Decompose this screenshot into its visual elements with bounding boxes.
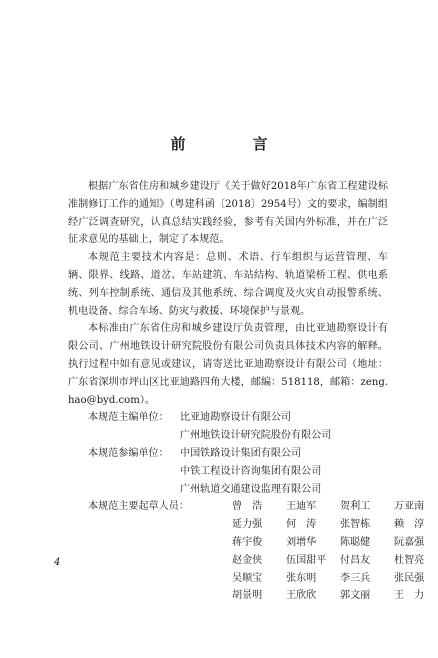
participating-unit: 中铁工程设计咨询集团有限公司 <box>180 465 322 477</box>
participating-unit: 中国铁路设计集团有限公司 <box>180 447 302 459</box>
drafters-row <box>232 552 438 570</box>
drafter-name: 张民强 <box>394 572 425 584</box>
drafter-name: 陈聪健 <box>340 536 371 548</box>
drafters-row <box>232 587 438 605</box>
drafter-name: 赖 淳 <box>394 519 425 531</box>
drafter-name: 延力强 <box>232 519 263 531</box>
drafter-name: 曾 浩 <box>232 501 263 513</box>
drafter-name: 王 力 <box>394 590 425 602</box>
drafters-names <box>232 498 438 605</box>
chief-unit: 广州地铁设计研究院股份有限公司 <box>180 430 332 442</box>
drafter-name: 张东明 <box>286 572 317 584</box>
drafter-name: 赵金侠 <box>232 554 263 566</box>
paragraph-basis: 根据广东省住房和城乡建设厅《关于做好2018年广东省工程建设标准制修订工作的通知》（粤建科函〔2018〕2954号）文的要求，编制组经广泛调查研究，认真总结实践经验，参考有关国内外标准，并在广泛征求意见的基础上，制定了本规范。 <box>68 181 388 246</box>
drafters-row <box>232 534 438 552</box>
drafters-row <box>232 516 438 534</box>
drafters-row <box>232 570 438 588</box>
participating-unit: 广州轨道交通建设监理有限公司 <box>180 483 322 495</box>
drafter-name: 蒋宇俊 <box>232 536 263 548</box>
drafters-row <box>232 498 438 516</box>
participating-units-row-1 <box>68 445 388 463</box>
drafter-name: 万亚南 <box>394 501 425 513</box>
participating-units-row-3 <box>68 481 388 499</box>
drafter-name: 王迪军 <box>286 501 317 513</box>
paragraph-contents: 本规范主要技术内容是：总则、术语、行车组织与运营管理、车辆、限界、线路、道岔、车站建筑、车站结构、轨道梁桥工程、供电系统、列车控制系统、通信及其他系统、综合调度及火灾自动报警系统、机电设备、综合车场、防灾与救援、环境保护与景观。 <box>68 252 388 317</box>
drafters-section <box>68 498 425 658</box>
participating-units-label: 本规范参编单位： <box>88 447 169 459</box>
drafter-name: 付昌友 <box>340 554 371 566</box>
page-title: 前 言 <box>170 135 294 153</box>
drafter-name: 杜智亮 <box>394 554 425 566</box>
drafter-name: 郭文丽 <box>340 590 371 602</box>
chief-unit: 比亚迪勘察设计有限公司 <box>180 412 292 424</box>
drafter-name: 刘增华 <box>286 536 317 548</box>
drafter-name: 贺利工 <box>340 501 371 513</box>
chief-units-row-2 <box>68 427 388 445</box>
drafter-name: 李三兵 <box>340 572 371 584</box>
drafter-name: 张智栋 <box>340 519 371 531</box>
chief-units-label: 本规范主编单位： <box>88 412 169 424</box>
chief-units-row-1 <box>68 409 388 427</box>
drafter-name: 胡景明 <box>232 590 263 602</box>
drafters-label: 本规范主要起草人员： <box>88 501 189 513</box>
drafter-name: 王欣欣 <box>286 590 317 602</box>
foreword-body <box>68 178 425 658</box>
drafter-name: 伍国甜平 <box>286 554 327 566</box>
page-number: 4 <box>54 557 61 568</box>
participating-units-row-2 <box>68 463 388 481</box>
drafter-name: 吴顺宝 <box>232 572 263 584</box>
drafter-name: 何 涛 <box>286 519 317 531</box>
drafter-name: 阮嘉强 <box>394 536 425 548</box>
paragraph-management: 本标准由广东省住房和城乡建设厅负责管理，由比亚迪勘察设计有限公司、广州地铁设计研究院股份有限公司负责具体技术内容的解释。执行过程中如有意见或建议，请寄送比亚迪勘察设计有限公司（地址：广东省深圳市坪山区比亚迪路四角大楼，邮编：518118，邮箱：zeng.hao@byd.com）。 <box>68 323 388 406</box>
